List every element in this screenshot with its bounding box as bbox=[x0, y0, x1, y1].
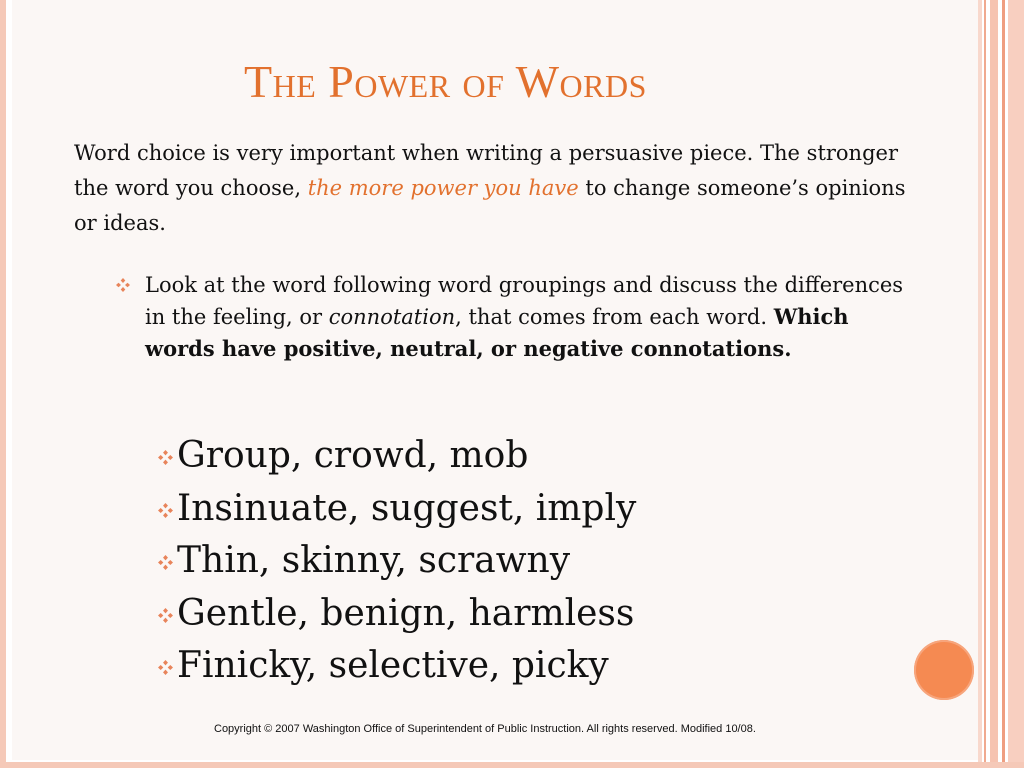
intro-emphasis: the more power you have bbox=[307, 176, 579, 200]
four-diamond-bullet-icon bbox=[158, 608, 173, 623]
word-group-text: Group, crowd, mob bbox=[177, 435, 529, 476]
bullet-text-start: Look at the word following word groupings and discuss the differences in the feeling, or bbox=[145, 273, 904, 329]
word-group-text: Finicky, selective, picky bbox=[177, 645, 609, 686]
word-group-text: Thin, skinny, scrawny bbox=[177, 540, 571, 581]
discussion-bullet bbox=[116, 270, 906, 365]
left-frame-border bbox=[0, 0, 6, 768]
four-diamond-bullet-icon bbox=[158, 503, 173, 518]
slide-title: The Power of Words bbox=[244, 56, 647, 107]
list-item bbox=[158, 483, 636, 536]
list-item bbox=[158, 588, 636, 641]
four-diamond-bullet-icon bbox=[158, 660, 173, 675]
right-stripe-border bbox=[978, 0, 1024, 768]
list-item bbox=[158, 430, 636, 483]
list-item bbox=[158, 535, 636, 588]
word-groups-list bbox=[158, 430, 636, 693]
list-item bbox=[158, 640, 636, 693]
bullet-italic-term: connotation bbox=[328, 305, 456, 329]
intro-text-start: Word choice is very important when writing a persuasive piece. The stronger the word you choose, bbox=[74, 141, 898, 200]
bullet-text-middle: , that comes from each word. bbox=[455, 305, 774, 329]
intro-text-end: to change someone’s opinions or ideas. bbox=[74, 176, 906, 235]
word-group-text: Gentle, benign, harmless bbox=[177, 592, 635, 634]
four-diamond-bullet-icon bbox=[116, 278, 130, 292]
four-diamond-bullet-icon bbox=[158, 450, 173, 465]
copyright-footer: Copyright © 2007 Washington Office of Superintendent of Public Instruction. All rights reserved. Modified 10/08. bbox=[214, 723, 756, 735]
orange-circle-decoration bbox=[914, 640, 974, 700]
slide-content-area bbox=[12, 0, 978, 760]
bullet-bold-question: Which words have positive, neutral, or negative connotations. bbox=[145, 304, 849, 361]
four-diamond-bullet-icon bbox=[158, 555, 173, 570]
intro-paragraph bbox=[74, 136, 934, 241]
word-group-text: Insinuate, suggest, imply bbox=[177, 487, 637, 529]
bottom-frame-border bbox=[0, 762, 1024, 768]
